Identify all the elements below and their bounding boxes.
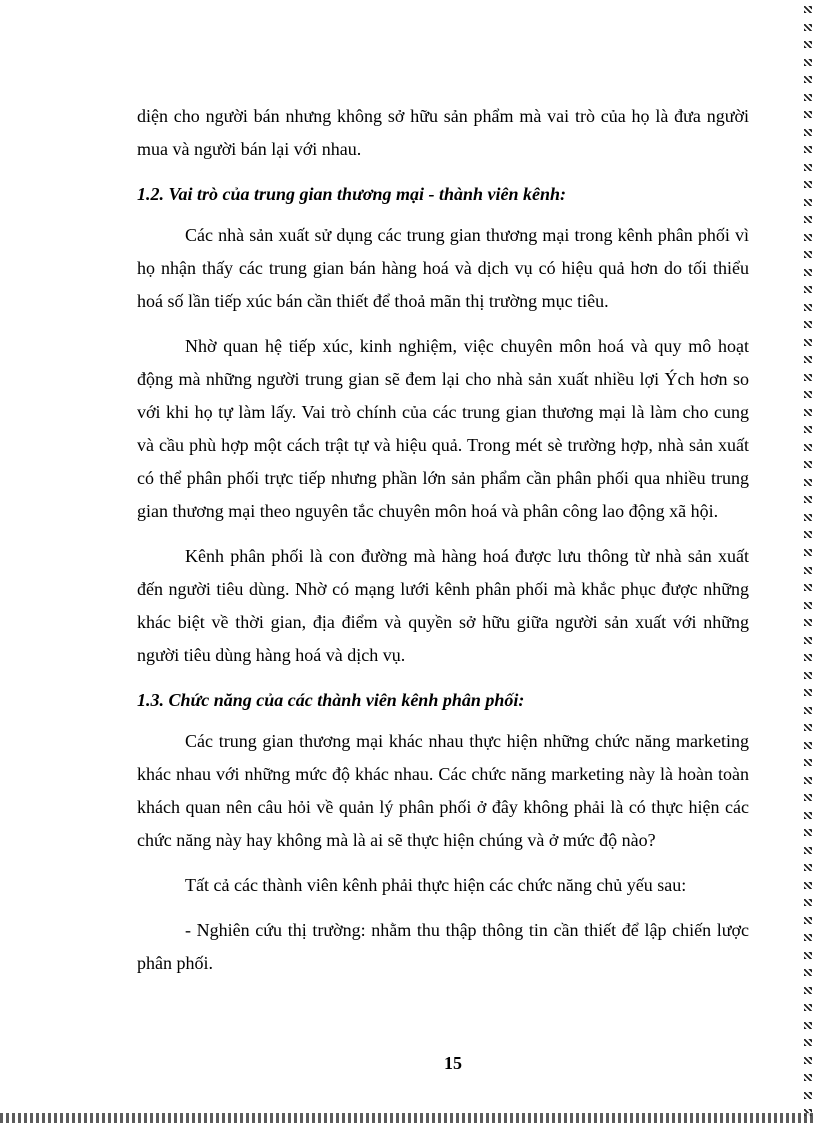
page-number: 15 (444, 1053, 462, 1073)
section-heading-1-3: 1.3. Chức năng của các thành viên kênh phân phối: (137, 690, 525, 710)
list-item-paragraph: - Nghiên cứu thị trường: nhằm thu thập thông tin cần thiết để lập chiến lược phân phối. (137, 920, 749, 973)
paragraph: Các trung gian thương mại khác nhau thực hiện những chức năng marketing khác nhau với những mức độ khác nhau. Các chức năng marketing này là hoàn toàn khách quan nên câu hỏi về quản lý phân phối ở đây không phải là có thực hiện các chức năng này hay không mà là ai sẽ thực hiện chúng và ở mức độ nào? (137, 731, 749, 850)
paragraph: Kênh phân phối là con đường mà hàng hoá được lưu thông từ nhà sản xuất đến người tiêu dùng. Nhờ có mạng lưới kênh phân phối mà khắc phục được những khác biệt về thời gian, địa điểm và quyền sở hữu giữa người sản xuất với những người tiêu dùng hàng hoá và dịch vụ. (137, 546, 749, 665)
paragraph-continuation: diện cho người bán nhưng không sở hữu sản phẩm mà vai trò của họ là đưa người mua và người bán lại với nhau. (137, 106, 749, 159)
document-body (137, 100, 749, 992)
page-border-right (800, 0, 816, 1123)
page-border-bottom (0, 1113, 816, 1123)
paragraph: Nhờ quan hệ tiếp xúc, kinh nghiệm, việc chuyên môn hoá và quy mô hoạt động mà những người trung gian sẽ đem lại cho nhà sản xuất nhiều lợi Ých hơn so với khi họ tự làm lấy. Vai trò chính của các trung gian thương mại là làm cho cung và cầu phù hợp một cách trật tự và hiệu quả. Trong mét sè trường hợp, nhà sản xuất có thể phân phối trực tiếp nhưng phần lớn sản phẩm cần phân phối qua nhiều trung gian thương mại theo nguyên tắc chuyên môn hoá và phân công lao động xã hội. (137, 336, 749, 521)
paragraph: Tất cả các thành viên kênh phải thực hiện các chức năng chủ yếu sau: (185, 875, 687, 895)
section-heading-1-2: 1.2. Vai trò của trung gian thương mại - thành viên kênh: (137, 184, 567, 204)
paragraph: Các nhà sản xuất sử dụng các trung gian thương mại trong kênh phân phối vì họ nhận thấy các trung gian bán hàng hoá và dịch vụ có hiệu quả hơn do tối thiểu hoá số lần tiếp xúc bán cần thiết để thoả mãn thị trường mục tiêu. (137, 225, 749, 311)
